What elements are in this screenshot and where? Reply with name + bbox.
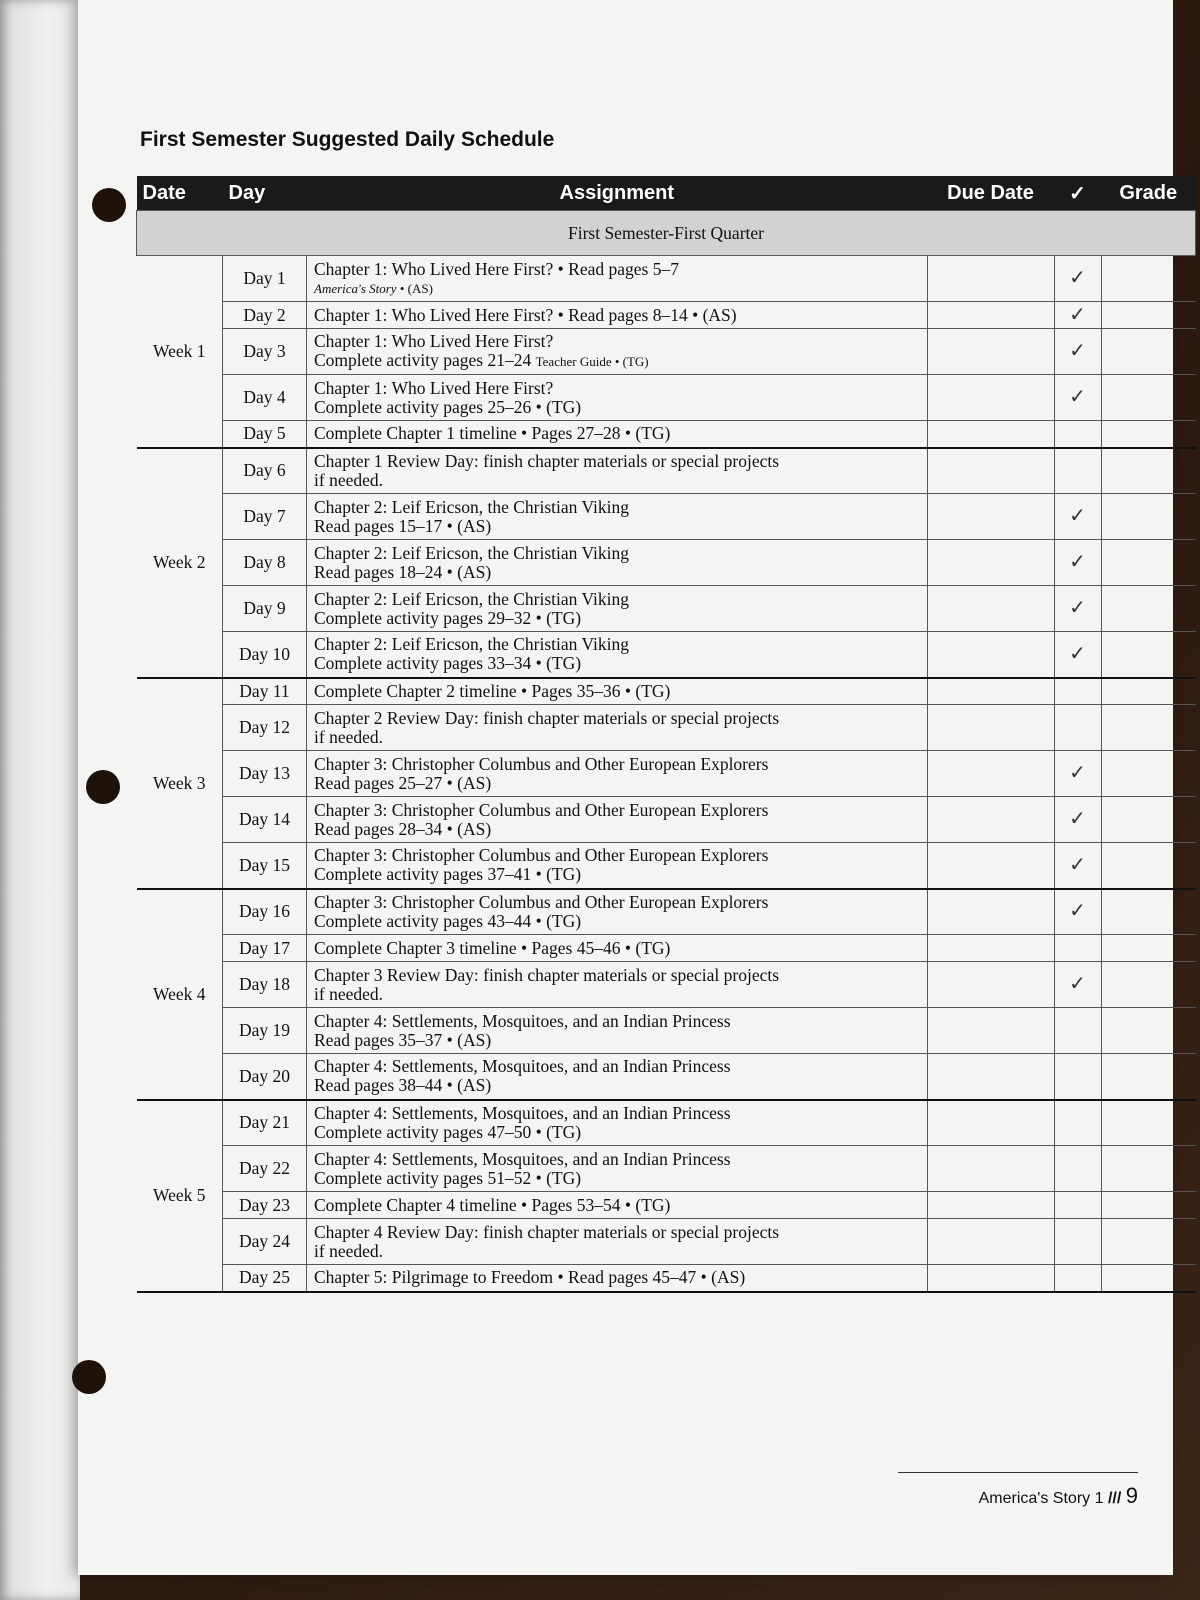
assignment-line: Complete Chapter 2 timeline • Pages 35–36 • (TG) xyxy=(314,680,671,701)
checkmark-icon: ✓ xyxy=(1069,386,1086,408)
grade-cell[interactable] xyxy=(1101,632,1196,678)
grade-cell[interactable] xyxy=(1101,843,1196,889)
check-cell[interactable] xyxy=(1054,1192,1101,1219)
check-cell[interactable] xyxy=(1054,375,1101,421)
header-row xyxy=(137,176,1196,211)
facing-page-edge xyxy=(0,0,80,1600)
assignment-detail: Complete activity pages 47–50 • (TG) xyxy=(314,1121,582,1142)
page-title: First Semester Suggested Daily Schedule xyxy=(140,128,555,151)
check-cell[interactable] xyxy=(1054,1054,1101,1100)
schedule-row xyxy=(137,540,1196,586)
grade-cell[interactable] xyxy=(1101,889,1196,935)
grade-cell[interactable] xyxy=(1101,935,1196,962)
schedule-row xyxy=(137,962,1196,1008)
due-date-cell[interactable] xyxy=(927,302,1054,329)
grade-cell[interactable] xyxy=(1101,1008,1196,1054)
footer-book-title: America's Story 1 xyxy=(978,1490,1104,1507)
assignment-cell xyxy=(307,1100,928,1146)
grade-cell[interactable] xyxy=(1101,751,1196,797)
day-label: Day 3 xyxy=(223,329,307,375)
grade-cell[interactable] xyxy=(1101,329,1196,375)
assignment-cell xyxy=(307,375,928,421)
schedule-row xyxy=(137,889,1196,935)
check-cell[interactable] xyxy=(1054,751,1101,797)
assignment-line: Chapter 1 Review Day: finish chapter materials or special projects xyxy=(314,450,780,471)
assignment-cell xyxy=(307,1146,928,1192)
week-label: Week 3 xyxy=(137,678,223,889)
day-label: Day 13 xyxy=(223,751,307,797)
day-label: Day 23 xyxy=(223,1192,307,1219)
check-cell[interactable] xyxy=(1054,797,1101,843)
checkmark-icon: ✓ xyxy=(1069,642,1086,665)
week-label: Week 1 xyxy=(137,256,223,448)
assignment-line: Chapter 1: Who Lived Here First? xyxy=(314,377,554,398)
grade-cell[interactable] xyxy=(1101,1192,1196,1219)
check-cell[interactable] xyxy=(1054,494,1101,540)
check-cell[interactable] xyxy=(1054,843,1101,889)
assignment-line: Chapter 1: Who Lived Here First? • Read pages 8–14 • (AS) xyxy=(314,304,737,325)
due-date-cell[interactable] xyxy=(927,1192,1054,1219)
assignment-detail: Read pages 15–17 • (AS) xyxy=(314,515,492,536)
due-date-cell[interactable] xyxy=(927,705,1054,751)
schedule-row xyxy=(137,375,1196,421)
assignment-cell xyxy=(307,889,928,935)
header-date: Date xyxy=(137,176,223,211)
check-cell[interactable] xyxy=(1054,1008,1101,1054)
assignment-line: Chapter 3: Christopher Columbus and Other European Explorers xyxy=(314,891,769,912)
assignment-line: Chapter 2 Review Day: finish chapter materials or special projects xyxy=(314,707,780,728)
assignment-cell xyxy=(307,1219,928,1265)
week-label: Week 4 xyxy=(137,889,223,1100)
header-due-date: Due Date xyxy=(927,176,1054,211)
due-date-cell[interactable] xyxy=(927,421,1054,448)
binder-hole-top xyxy=(92,188,126,222)
assignment-cell xyxy=(307,797,928,843)
document-page xyxy=(78,0,1178,1575)
assignment-detail: if needed. xyxy=(314,726,383,747)
assignment-line-2 xyxy=(314,1076,920,1095)
due-date-cell[interactable] xyxy=(927,494,1054,540)
week-label: Week 5 xyxy=(137,1100,223,1292)
day-label: Day 11 xyxy=(223,678,307,705)
day-label: Day 4 xyxy=(223,375,307,421)
checkmark-icon: ✓ xyxy=(1069,973,1086,995)
check-cell[interactable] xyxy=(1054,302,1101,329)
schedule-table xyxy=(136,176,1196,1293)
grade-cell[interactable] xyxy=(1101,586,1196,632)
schedule-row xyxy=(137,421,1196,448)
assignment-line-2 xyxy=(314,1123,920,1142)
check-cell[interactable] xyxy=(1054,678,1101,705)
check-cell[interactable] xyxy=(1054,705,1101,751)
grade-cell[interactable] xyxy=(1101,1146,1196,1192)
assignment-line: Chapter 3 Review Day: finish chapter materials or special projects xyxy=(314,964,780,985)
assignment-cell xyxy=(307,705,928,751)
assignment-line: Chapter 2: Leif Ericson, the Christian Viking xyxy=(314,634,630,655)
assignment-line: Chapter 2: Leif Ericson, the Christian Viking xyxy=(314,588,630,609)
assignment-line-2 xyxy=(314,1169,920,1188)
binder-hole-middle xyxy=(86,770,120,804)
assignment-cell xyxy=(307,494,928,540)
schedule-row xyxy=(137,256,1196,302)
grade-cell[interactable] xyxy=(1101,1265,1196,1292)
assignment-cell xyxy=(307,751,928,797)
assignment-cell xyxy=(307,632,928,678)
check-cell[interactable] xyxy=(1054,329,1101,375)
schedule-row xyxy=(137,1146,1196,1192)
assignment-cell xyxy=(307,448,928,494)
assignment-line-2 xyxy=(314,279,920,298)
assignment-detail: Read pages 18–24 • (AS) xyxy=(314,561,492,582)
assignment-line: Chapter 2: Leif Ericson, the Christian Viking xyxy=(314,542,630,563)
day-label: Day 6 xyxy=(223,448,307,494)
assignment-detail: Complete activity pages 25–26 • (TG) xyxy=(314,396,582,417)
assignment-cell xyxy=(307,843,928,889)
assignment-line-2 xyxy=(314,654,920,673)
check-cell[interactable] xyxy=(1054,1219,1101,1265)
checkmark-icon: ✓ xyxy=(1069,551,1086,573)
day-label: Day 25 xyxy=(223,1265,307,1292)
assignment-line-2 xyxy=(314,609,920,628)
day-label: Day 9 xyxy=(223,586,307,632)
day-label: Day 14 xyxy=(223,797,307,843)
grade-cell[interactable] xyxy=(1101,421,1196,448)
due-date-cell[interactable] xyxy=(927,1054,1054,1100)
assignment-detail: Read pages 28–34 • (AS) xyxy=(314,818,492,839)
grade-cell[interactable] xyxy=(1101,1219,1196,1265)
day-label: Day 19 xyxy=(223,1008,307,1054)
footer-divider: /// xyxy=(1107,1490,1122,1507)
assignment-detail: Complete activity pages 43–44 • (TG) xyxy=(314,910,582,931)
check-cell[interactable] xyxy=(1054,1146,1101,1192)
assignment-line: Chapter 4: Settlements, Mosquitoes, and an Indian Princess xyxy=(314,1056,731,1077)
grade-cell[interactable] xyxy=(1101,302,1196,329)
schedule-row xyxy=(137,678,1196,705)
assignment-line: Chapter 5: Pilgrimage to Freedom • Read pages 45–47 • (AS) xyxy=(314,1267,746,1288)
assignment-line-2 xyxy=(314,774,920,793)
assignment-detail: • (AS) xyxy=(396,280,433,296)
page-footer xyxy=(898,1472,1138,1509)
assignment-line-2 xyxy=(314,728,920,747)
schedule-row xyxy=(137,632,1196,678)
checkmark-icon: ✓ xyxy=(1069,267,1086,289)
day-label: Day 22 xyxy=(223,1146,307,1192)
due-date-cell[interactable] xyxy=(927,1219,1054,1265)
day-label: Day 20 xyxy=(223,1054,307,1100)
schedule-row xyxy=(137,448,1196,494)
assignment-line: Chapter 3: Christopher Columbus and Other European Explorers xyxy=(314,753,769,774)
check-cell[interactable] xyxy=(1054,1265,1101,1292)
header-check: ✓ xyxy=(1054,176,1101,211)
assignment-cell xyxy=(307,935,928,962)
assignment-cell xyxy=(307,1008,928,1054)
assignment-line: Chapter 1: Who Lived Here First? • Read pages 5–7 xyxy=(314,258,679,279)
assignment-line-2 xyxy=(314,820,920,839)
due-date-cell[interactable] xyxy=(927,889,1054,935)
due-date-cell[interactable] xyxy=(927,962,1054,1008)
day-label: Day 16 xyxy=(223,889,307,935)
schedule-row xyxy=(137,1219,1196,1265)
grade-cell[interactable] xyxy=(1101,256,1196,302)
due-date-cell[interactable] xyxy=(927,797,1054,843)
day-label: Day 7 xyxy=(223,494,307,540)
check-cell[interactable] xyxy=(1054,448,1101,494)
grade-cell[interactable] xyxy=(1101,678,1196,705)
day-label: Day 10 xyxy=(223,632,307,678)
due-date-cell[interactable] xyxy=(927,586,1054,632)
assignment-line: Chapter 3: Christopher Columbus and Other European Explorers xyxy=(314,845,769,866)
checkmark-icon: ✓ xyxy=(1069,808,1086,830)
assignment-detail: Complete activity pages 33–34 • (TG) xyxy=(314,653,582,674)
check-cell[interactable] xyxy=(1054,889,1101,935)
due-date-cell[interactable] xyxy=(927,632,1054,678)
check-cell[interactable] xyxy=(1054,1100,1101,1146)
check-cell[interactable] xyxy=(1054,421,1101,448)
assignment-line: Chapter 4: Settlements, Mosquitoes, and an Indian Princess xyxy=(314,1102,731,1123)
day-label: Day 24 xyxy=(223,1219,307,1265)
assignment-cell xyxy=(307,1265,928,1292)
grade-cell[interactable] xyxy=(1101,962,1196,1008)
header-day: Day xyxy=(223,176,307,211)
assignment-line: Chapter 4 Review Day: finish chapter materials or special projects xyxy=(314,1221,780,1242)
assignment-detail: Complete activity pages 29–32 • (TG) xyxy=(314,607,582,628)
assignment-cell xyxy=(307,540,928,586)
assignment-detail: if needed. xyxy=(314,983,383,1004)
grade-cell[interactable] xyxy=(1101,705,1196,751)
schedule-row xyxy=(137,705,1196,751)
grade-cell[interactable] xyxy=(1101,540,1196,586)
assignment-line: Complete Chapter 3 timeline • Pages 45–46 • (TG) xyxy=(314,937,671,958)
assignment-source: Teacher Guide • (TG) xyxy=(535,354,649,369)
check-cell[interactable] xyxy=(1054,540,1101,586)
schedule-row xyxy=(137,1008,1196,1054)
book-title: America's Story xyxy=(314,280,397,296)
grade-cell[interactable] xyxy=(1101,1100,1196,1146)
day-label: Day 8 xyxy=(223,540,307,586)
due-date-cell[interactable] xyxy=(927,843,1054,889)
schedule-row xyxy=(137,843,1196,889)
day-label: Day 18 xyxy=(223,962,307,1008)
assignment-cell xyxy=(307,302,928,329)
assignment-detail: Read pages 25–27 • (AS) xyxy=(314,772,492,793)
check-cell[interactable] xyxy=(1054,935,1101,962)
assignment-line: Chapter 4: Settlements, Mosquitoes, and an Indian Princess xyxy=(314,1148,731,1169)
assignment-cell xyxy=(307,256,928,302)
assignment-detail: Complete activity pages 37–41 • (TG) xyxy=(314,864,582,885)
assignment-line-2 xyxy=(314,912,920,931)
assignment-line-2 xyxy=(314,985,920,1004)
assignment-line-2 xyxy=(314,471,920,490)
check-cell[interactable] xyxy=(1054,586,1101,632)
assignment-line-2 xyxy=(314,351,920,371)
assignment-line: Complete Chapter 4 timeline • Pages 53–54 • (TG) xyxy=(314,1194,671,1215)
due-date-cell[interactable] xyxy=(927,329,1054,375)
assignment-detail: Complete activity pages 21–24 xyxy=(314,350,536,370)
checkmark-icon: ✓ xyxy=(1069,762,1086,784)
schedule-row xyxy=(137,1192,1196,1219)
quarter-label: First Semester-First Quarter xyxy=(137,211,1196,256)
check-cell[interactable] xyxy=(1054,962,1101,1008)
day-label: Day 12 xyxy=(223,705,307,751)
day-label: Day 5 xyxy=(223,421,307,448)
assignment-line: Chapter 3: Christopher Columbus and Other European Explorers xyxy=(314,799,769,820)
assignment-line-2 xyxy=(314,398,920,417)
due-date-cell[interactable] xyxy=(927,1146,1054,1192)
due-date-cell[interactable] xyxy=(927,678,1054,705)
page-number: 9 xyxy=(1125,1483,1138,1508)
due-date-cell[interactable] xyxy=(927,1008,1054,1054)
assignment-line-2 xyxy=(314,865,920,884)
assignment-cell xyxy=(307,1192,928,1219)
day-label: Day 2 xyxy=(223,302,307,329)
header-grade: Grade xyxy=(1101,176,1196,211)
assignment-line-2 xyxy=(314,1031,920,1050)
binder-hole-bottom xyxy=(72,1360,106,1394)
schedule-row xyxy=(137,1054,1196,1100)
due-date-cell[interactable] xyxy=(927,256,1054,302)
assignment-cell xyxy=(307,962,928,1008)
grade-cell[interactable] xyxy=(1101,494,1196,540)
assignment-cell xyxy=(307,329,928,375)
day-label: Day 15 xyxy=(223,843,307,889)
assignment-detail: if needed. xyxy=(314,1240,383,1261)
due-date-cell[interactable] xyxy=(927,1265,1054,1292)
checkmark-icon: ✓ xyxy=(1069,900,1086,923)
day-label: Day 21 xyxy=(223,1100,307,1146)
grade-cell[interactable] xyxy=(1101,448,1196,494)
assignment-line: Chapter 4: Settlements, Mosquitoes, and an Indian Princess xyxy=(314,1010,731,1031)
assignment-cell xyxy=(307,421,928,448)
schedule-row xyxy=(137,586,1196,632)
due-date-cell[interactable] xyxy=(927,935,1054,962)
assignment-detail: Read pages 38–44 • (AS) xyxy=(314,1075,492,1096)
schedule-row xyxy=(137,1100,1196,1146)
due-date-cell[interactable] xyxy=(927,1100,1054,1146)
day-label: Day 17 xyxy=(223,935,307,962)
checkmark-icon: ✓ xyxy=(1069,340,1086,362)
check-cell[interactable] xyxy=(1054,632,1101,678)
schedule-row xyxy=(137,935,1196,962)
quarter-row xyxy=(137,211,1196,256)
schedule-row xyxy=(137,797,1196,843)
assignment-cell xyxy=(307,678,928,705)
week-label: Week 2 xyxy=(137,448,223,678)
assignment-detail: Read pages 35–37 • (AS) xyxy=(314,1029,492,1050)
assignment-line-2 xyxy=(314,1242,920,1261)
schedule-row xyxy=(137,329,1196,375)
check-cell[interactable] xyxy=(1054,256,1101,302)
day-label: Day 1 xyxy=(223,256,307,302)
assignment-cell xyxy=(307,1054,928,1100)
due-date-cell[interactable] xyxy=(927,375,1054,421)
checkmark-icon: ✓ xyxy=(1069,597,1086,619)
grade-cell[interactable] xyxy=(1101,375,1196,421)
due-date-cell[interactable] xyxy=(927,751,1054,797)
checkmark-icon: ✓ xyxy=(1069,853,1086,876)
grade-cell[interactable] xyxy=(1101,1054,1196,1100)
schedule-row xyxy=(137,302,1196,329)
schedule-row xyxy=(137,494,1196,540)
assignment-detail: Complete activity pages 51–52 • (TG) xyxy=(314,1167,582,1188)
assignment-line-2 xyxy=(314,563,920,582)
schedule-row xyxy=(137,751,1196,797)
assignment-line: Chapter 2: Leif Ericson, the Christian Viking xyxy=(314,496,630,517)
due-date-cell[interactable] xyxy=(927,448,1054,494)
schedule-row xyxy=(137,1265,1196,1292)
assignment-line: Complete Chapter 1 timeline • Pages 27–28 • (TG) xyxy=(314,423,671,444)
assignment-line-2 xyxy=(314,517,920,536)
header-assignment: Assignment xyxy=(307,176,928,211)
assignment-line: Chapter 1: Who Lived Here First? xyxy=(314,331,554,351)
schedule-body xyxy=(137,211,1196,1292)
assignment-detail: if needed. xyxy=(314,469,383,490)
checkmark-icon: ✓ xyxy=(1069,505,1086,527)
assignment-cell xyxy=(307,586,928,632)
grade-cell[interactable] xyxy=(1101,797,1196,843)
checkmark-icon: ✓ xyxy=(1069,303,1086,326)
due-date-cell[interactable] xyxy=(927,540,1054,586)
